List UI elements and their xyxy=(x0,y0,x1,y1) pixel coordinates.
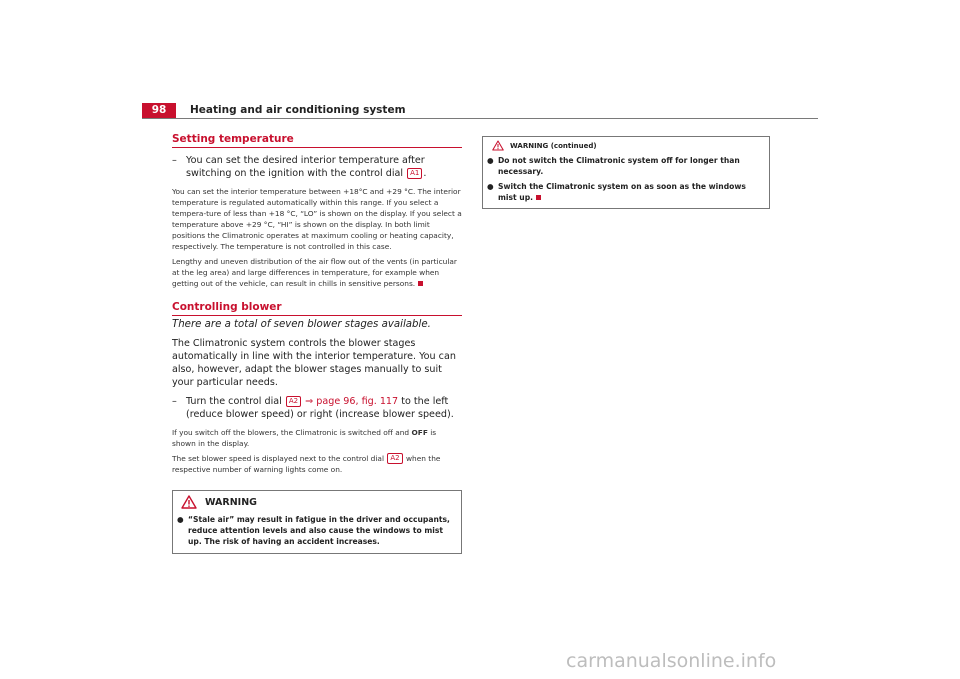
blower-paragraph-1-b: is shown in the display. xyxy=(172,428,437,448)
blower-paragraph-2 xyxy=(172,453,462,475)
dash-marker: – xyxy=(172,155,177,166)
temperature-paragraph-1: You can set the interior temperature between +18°C and +29 °C. The interior temperature is regulated automatically within this range. If you select a tempera-ture of less than +18 °C, “LO” is shown on the display. If you select a temperature above +29 °C, “HI” is shown on the display. In both limit positions the Climatronic operates at maximum cooling or heating capacity, respectively. The temperature is not controlled in this case. xyxy=(172,187,462,251)
control-dial-ref-a2: A2 xyxy=(286,396,301,407)
warning-continued-item xyxy=(487,181,764,203)
blower-paragraph-1-a: If you switch off the blowers, the Climatronic is switched off and xyxy=(172,428,410,437)
warning-item xyxy=(177,514,456,547)
header-title: Heating and air conditioning system xyxy=(190,104,406,116)
warning-continued-box xyxy=(482,136,770,209)
bullet-icon: ● xyxy=(487,182,494,191)
bullet-icon: ● xyxy=(177,515,184,524)
warning-header xyxy=(181,495,456,509)
warning-triangle-icon xyxy=(181,495,197,509)
blower-intro: There are a total of seven blower stages available. xyxy=(172,319,431,330)
left-column xyxy=(172,133,462,554)
blower-step-text-a: Turn the control dial xyxy=(186,396,282,407)
page-number: 98 xyxy=(142,103,176,118)
warning-continued-item xyxy=(487,155,764,177)
blower-step-text-b: to the left (reduce blower speed) or right (increase blower speed). xyxy=(186,396,454,420)
section-title-blower: Controlling blower xyxy=(172,301,462,316)
bullet-icon: ● xyxy=(487,156,494,165)
watermark: carmanualsonline.info xyxy=(566,650,777,672)
warning-continued-item-text: Switch the Climatronic system on as soon as the windows mist up. xyxy=(498,182,746,202)
warning-box xyxy=(172,490,462,554)
blower-paragraph-1 xyxy=(172,427,462,449)
warning-continued-item-text: Do not switch the Climatronic system off for longer than necessary. xyxy=(498,156,740,176)
dash-marker: – xyxy=(172,396,177,407)
warning-triangle-icon xyxy=(492,140,504,151)
blower-paragraph-2-a: The set blower speed is displayed next to the control dial xyxy=(172,454,385,463)
warning-title: WARNING xyxy=(205,496,257,508)
page-reference-link[interactable] xyxy=(305,396,398,407)
off-label: OFF xyxy=(411,428,428,437)
temperature-paragraph-2 xyxy=(172,256,462,289)
arrow-icon: ⇒ xyxy=(305,396,314,407)
section-title-temperature: Setting temperature xyxy=(172,133,462,148)
header-rule xyxy=(142,118,818,119)
blower-step xyxy=(172,395,462,421)
control-dial-ref-a1: A1 xyxy=(407,168,422,179)
temperature-step: – You can set the desired interior temperature after switching on the ignition with the control dial A1 . xyxy=(172,155,427,179)
blower-body: The Climatronic system controls the blower stages automatically in line with the interior temperature. You can also, however, adapt the blower stages manually to suit your particular needs. xyxy=(172,338,456,388)
warning-item-text: “Stale air” may result in fatigue in the driver and occupants, reduce attention levels and also cause the windows to mist up. The risk of having an accident increases. xyxy=(188,515,450,546)
section-end-icon xyxy=(536,195,541,200)
temperature-step-text: You can set the desired interior temperature after switching on the ignition with the control dial xyxy=(186,155,425,179)
blower-paragraph-2-b: when the respective number of warning lights come on. xyxy=(172,454,441,474)
warning-continued-header xyxy=(492,140,764,151)
section-end-icon xyxy=(418,281,423,286)
temperature-paragraph-2-text: Lengthy and uneven distribution of the air flow out of the vents (in particular at the leg area) and large differences in temperature, for example when getting out of the vehicle, can result in chills in sensitive persons. xyxy=(172,257,457,288)
control-dial-ref-a2-inline: A2 xyxy=(387,453,402,464)
right-column xyxy=(482,136,770,209)
warning-continued-title: WARNING (continued) xyxy=(510,141,597,150)
page-reference-text: page 96, fig. 117 xyxy=(316,396,399,407)
